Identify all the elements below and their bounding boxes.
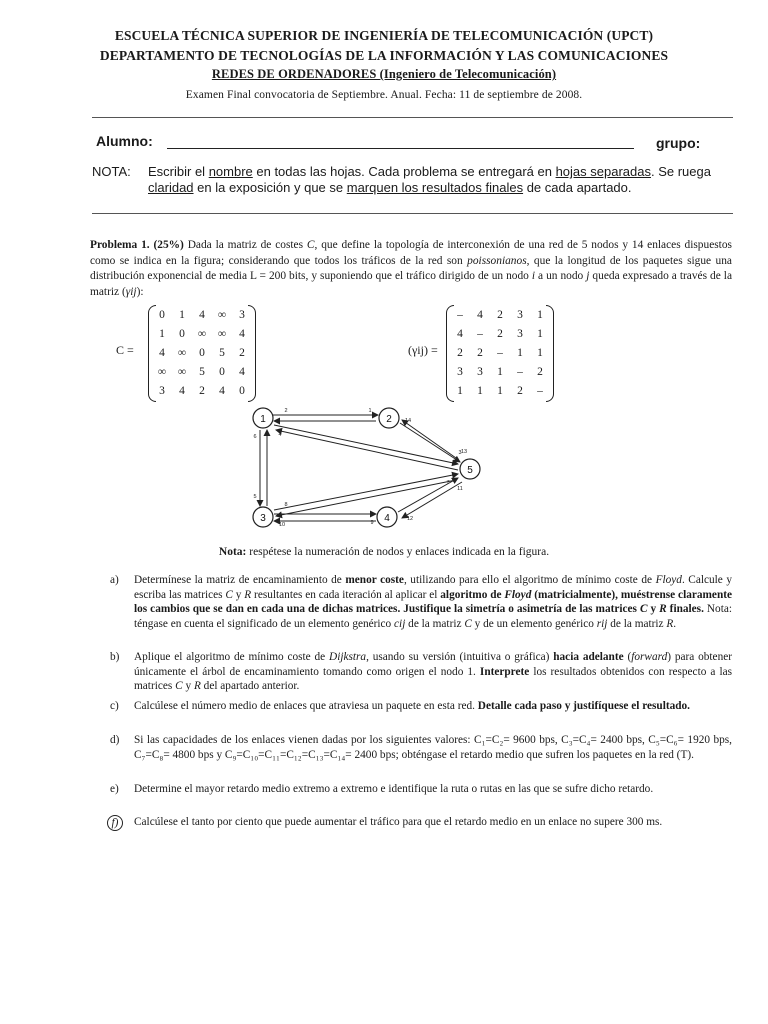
matrix-cell: 5 [199, 365, 205, 378]
link-label: 2 [284, 408, 288, 414]
network-graph [240, 400, 500, 536]
matrix-cell: 3 [239, 308, 245, 321]
matrix-cell: 2 [497, 308, 503, 321]
matrix-gamma-label: (γij) = [408, 343, 438, 357]
link-label: 1 [368, 408, 372, 414]
matrix-cell: ∞ [177, 346, 187, 359]
matrix-cell: 3 [159, 384, 165, 397]
matrix-cell: 4 [239, 327, 245, 340]
question-e: e) Determine el mayor retardo medio extremo a extremo e identifique la ruta o rutas en las que se sufre dicho retardo. [110, 783, 654, 795]
matrix-cell: 1 [497, 384, 503, 397]
matrix-cell: 1 [537, 308, 543, 321]
matrix-cell: 1 [517, 346, 523, 359]
matrix-cell: 0 [199, 346, 205, 359]
matrix-cell: – [477, 327, 483, 340]
grupo-label: grupo: [656, 135, 701, 151]
matrix-cell: 0 [179, 327, 185, 340]
problem-title: Problema 1. (25%) [90, 239, 184, 251]
link-1-5 [274, 425, 458, 464]
question-d: d) Si las capacidades de los enlaces vienen dadas por los siguientes valores: C₁=C₂= 9600 bps, C₃=C₄= 2400 bps, C₅=C₆= 1920 bps, C₇=C₈= 4800 bps y C₉=C₁₀=C₁₁=C₁₂=C₁₃=C₁₄= 2400 bps; obténgase el retardo medio que sufren los paquetes en la red (T). [110, 734, 732, 761]
alumno-label: Alumno: [96, 133, 153, 149]
link-5-2 [402, 420, 456, 458]
matrix-gamma [450, 305, 550, 400]
matrix-cell: 2 [457, 346, 463, 359]
link-label: 10 [278, 522, 286, 528]
matrix-cell: 3 [517, 308, 523, 321]
matrix-cell: 1 [457, 384, 463, 397]
link-label: 3 [458, 450, 462, 456]
matrix-cell: 2 [517, 384, 523, 397]
link-3-5 [274, 474, 458, 510]
link-label: 6 [253, 434, 257, 440]
node-label: 5 [467, 465, 473, 476]
matrix-cell: 4 [457, 327, 463, 340]
matrix-cell: ∞ [217, 308, 227, 321]
department-name: DEPARTAMENTO DE TECNOLOGÍAS DE LA INFORMACIÓN Y LAS COMUNICACIONES [99, 48, 669, 63]
matrix-c-label: C = [116, 343, 134, 357]
matrix-cell: – [537, 384, 543, 397]
matrix-cell: 4 [159, 346, 165, 359]
question-b: b) Aplique el algoritmo de mínimo coste de Dijkstra, usando su versión (intuitiva o gráfica) hacia adelante (forward) para obtener únicamente el árbol de encaminamiento tomando como origen el nodo 1. Interprete los resultados obtenidos con respecto a las matrices C y R del apartado anterior. [110, 651, 732, 692]
matrix-cell: – [497, 346, 503, 359]
school-name: ESCUELA TÉCNICA SUPERIOR DE INGENIERÍA DE TELECOMUNICACIÓN (UPCT) [114, 28, 654, 43]
link-5-4 [402, 482, 462, 518]
alumno-field[interactable] [167, 148, 634, 149]
matrix-c [152, 305, 252, 400]
matrix-cell: 5 [219, 346, 225, 359]
matrix-cell: ∞ [177, 365, 187, 378]
link-5-3 [276, 480, 456, 516]
matrix-cell: 4 [239, 365, 245, 378]
nota-text: Escribir el nombre en todas las hojas. Cada problema se entregará en hojas separadas. Se ruega claridad en la exposición y que se marquen los resultados finales de cada apartado. [148, 164, 711, 195]
matrix-cell: 1 [497, 365, 503, 378]
node-label: 2 [386, 414, 392, 425]
matrix-cell: 1 [537, 327, 543, 340]
matrix-cell: 2 [199, 384, 205, 397]
matrix-cell: 4 [199, 308, 205, 321]
matrix-cell: ∞ [217, 327, 227, 340]
matrix-cell: 2 [477, 346, 483, 359]
question-f: f) Calcúlese el tanto por ciento que puede aumentar el tráfico para que el retardo medio en un enlace no supere 300 ms. [110, 815, 734, 845]
divider [92, 213, 733, 214]
link-label: 14 [404, 418, 412, 424]
matrix-cell: 4 [179, 384, 185, 397]
matrix-cell: – [517, 365, 523, 378]
matrix-cell: 2 [497, 327, 503, 340]
node-label: 4 [384, 513, 390, 524]
node-label: 3 [260, 513, 266, 524]
link-label: 4 [278, 432, 282, 438]
course-name: REDES DE ORDENADORES (Ingeniero de Telecomunicación) [211, 67, 557, 81]
matrix-cell: ∞ [197, 327, 207, 340]
matrix-cell: 2 [239, 346, 245, 359]
matrix-cell: – [457, 308, 463, 321]
nota-label: NOTA: [92, 164, 131, 179]
divider [92, 117, 733, 118]
matrix-cell: 4 [477, 308, 483, 321]
matrix-cell: ∞ [157, 365, 167, 378]
link-2-5 [400, 423, 460, 462]
matrix-cell: 0 [239, 384, 245, 397]
question-a: a) Determínese la matriz de encaminamiento de menor coste, utilizando para ello el algoritmo de mínimo coste de Floyd. Calcule y escriba las matrices C y R resultantes en cada iteración al aplicar el algoritmo de Floyd (matricialmente), muéstrense claramente los cambios que se dan en cada una de dichas matrices. Justifique la simetría o asimetría de las matrices C y R finales. Nota: téngase en cuenta el significado de un elemento genérico cij de la matriz C y de un elemento genérico rij de la matriz R. [110, 574, 733, 630]
node-label: 1 [260, 414, 266, 425]
matrix-cell: 1 [477, 384, 483, 397]
link-label: 5 [253, 494, 257, 500]
link-label: 11 [457, 486, 463, 492]
matrix-cell: 3 [457, 365, 463, 378]
link-label: 7 [446, 480, 450, 486]
matrix-cell: 0 [219, 365, 225, 378]
matrix-cell: 1 [179, 308, 185, 321]
matrix-cell: 1 [159, 327, 165, 340]
link-label: 8 [284, 502, 288, 508]
question-c: c) Calcúlese el número medio de enlaces que atraviesa un paquete en esta red. Detalle cada paso y justifíquese el resultado. [110, 700, 691, 712]
figure-caption: Nota: respétese la numeración de nodos y enlaces indicada en la figura. [218, 546, 550, 558]
link-label: 13 [460, 449, 468, 455]
problem-statement: Problema 1. (25%) Dada la matriz de costes C, que define la topología de interconexión de una red de 5 nodos y 14 enlaces dispuestos como se indica en la figura; considerando que todos los tráficos de la red son poissonianos, que la longitud de los paquetes sigue una distribución exponencial de media L = 200 bits, y suponiendo que el tráfico dirigido de un nodo i a un nodo j queda expresado a través de la matriz (γij): [90, 239, 732, 298]
matrix-cell: 4 [219, 384, 225, 397]
matrix-cell: 3 [477, 365, 483, 378]
matrix-cell: 0 [159, 308, 165, 321]
matrix-cell: 2 [537, 365, 543, 378]
matrix-cell: 3 [517, 327, 523, 340]
circled-letter: f) [107, 815, 123, 831]
matrix-cell: 1 [537, 346, 543, 359]
link-label: 12 [406, 516, 414, 522]
exam-info: Examen Final convocatoria de Septiembre. Anual. Fecha: 11 de septiembre de 2008. [185, 89, 583, 101]
link-label: 9 [370, 520, 374, 526]
link-5-1 [276, 430, 458, 470]
